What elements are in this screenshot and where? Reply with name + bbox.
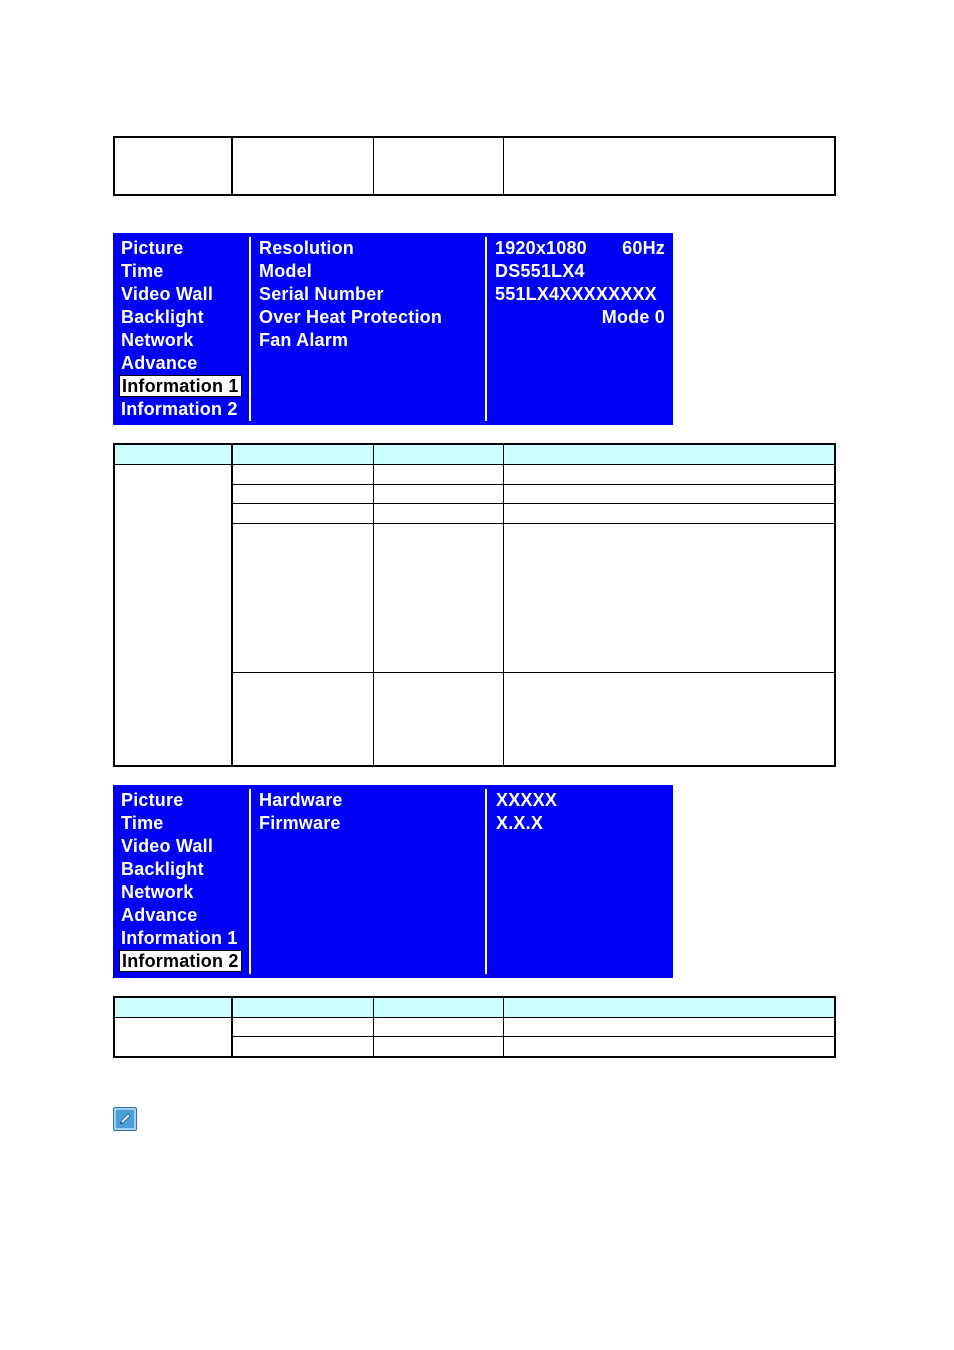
category-information-2[interactable] — [121, 950, 242, 973]
category-list — [121, 789, 242, 973]
category-information-2[interactable]: Information 2 — [121, 399, 238, 419]
osd-menu-information-1 — [113, 233, 673, 425]
category-network[interactable]: Network — [121, 882, 194, 902]
value-firmware: X.X.X — [496, 813, 544, 833]
value-serial-number: 551LX4XXXXXXXX — [495, 284, 657, 304]
value-refresh-rate: 60Hz — [622, 238, 665, 258]
value-resolution: 1920x1080 — [495, 238, 587, 258]
label-serial-number: Serial Number — [259, 284, 384, 304]
table-header-row — [115, 445, 834, 464]
category-backlight[interactable]: Backlight — [121, 859, 204, 879]
menu-divider — [249, 789, 251, 974]
value-list — [496, 789, 557, 835]
category-time[interactable]: Time — [121, 813, 164, 833]
table-header-row — [115, 998, 834, 1017]
value-hardware: XXXXX — [496, 790, 558, 810]
category-backlight[interactable]: Backlight — [121, 307, 204, 327]
label-resolution: Resolution — [259, 238, 354, 258]
menu-divider — [485, 237, 487, 421]
category-video-wall[interactable]: Video Wall — [121, 284, 214, 304]
label-hardware: Hardware — [259, 790, 343, 810]
selected-category-label: Information 2 — [119, 950, 242, 972]
information-2-table — [113, 996, 836, 1058]
category-time[interactable]: Time — [121, 261, 164, 281]
value-over-heat-protection: Mode 0 — [601, 307, 665, 327]
pencil-icon — [113, 1107, 137, 1131]
category-information-1[interactable] — [121, 375, 242, 398]
osd-menu-information-2 — [113, 785, 673, 978]
menu-divider — [249, 237, 251, 421]
value-model: DS551LX4 — [495, 261, 585, 281]
category-picture[interactable]: Picture — [121, 238, 184, 258]
category-video-wall[interactable]: Video Wall — [121, 836, 214, 856]
value-resolution-row — [495, 237, 665, 260]
category-list — [121, 237, 242, 421]
information-1-table — [113, 443, 836, 767]
label-firmware: Firmware — [259, 813, 341, 833]
selected-category-label: Information 1 — [119, 375, 242, 397]
category-network[interactable]: Network — [121, 330, 194, 350]
label-fan-alarm: Fan Alarm — [259, 330, 349, 350]
category-information-1[interactable]: Information 1 — [121, 928, 238, 948]
label-list — [259, 237, 442, 352]
label-model: Model — [259, 261, 312, 281]
category-picture[interactable]: Picture — [121, 790, 184, 810]
menu-divider — [485, 789, 487, 974]
label-over-heat-protection: Over Heat Protection — [259, 307, 443, 327]
value-list — [495, 237, 665, 329]
top-table — [113, 136, 836, 196]
category-advance[interactable]: Advance — [121, 353, 198, 373]
category-advance[interactable]: Advance — [121, 905, 198, 925]
label-list — [259, 789, 343, 835]
